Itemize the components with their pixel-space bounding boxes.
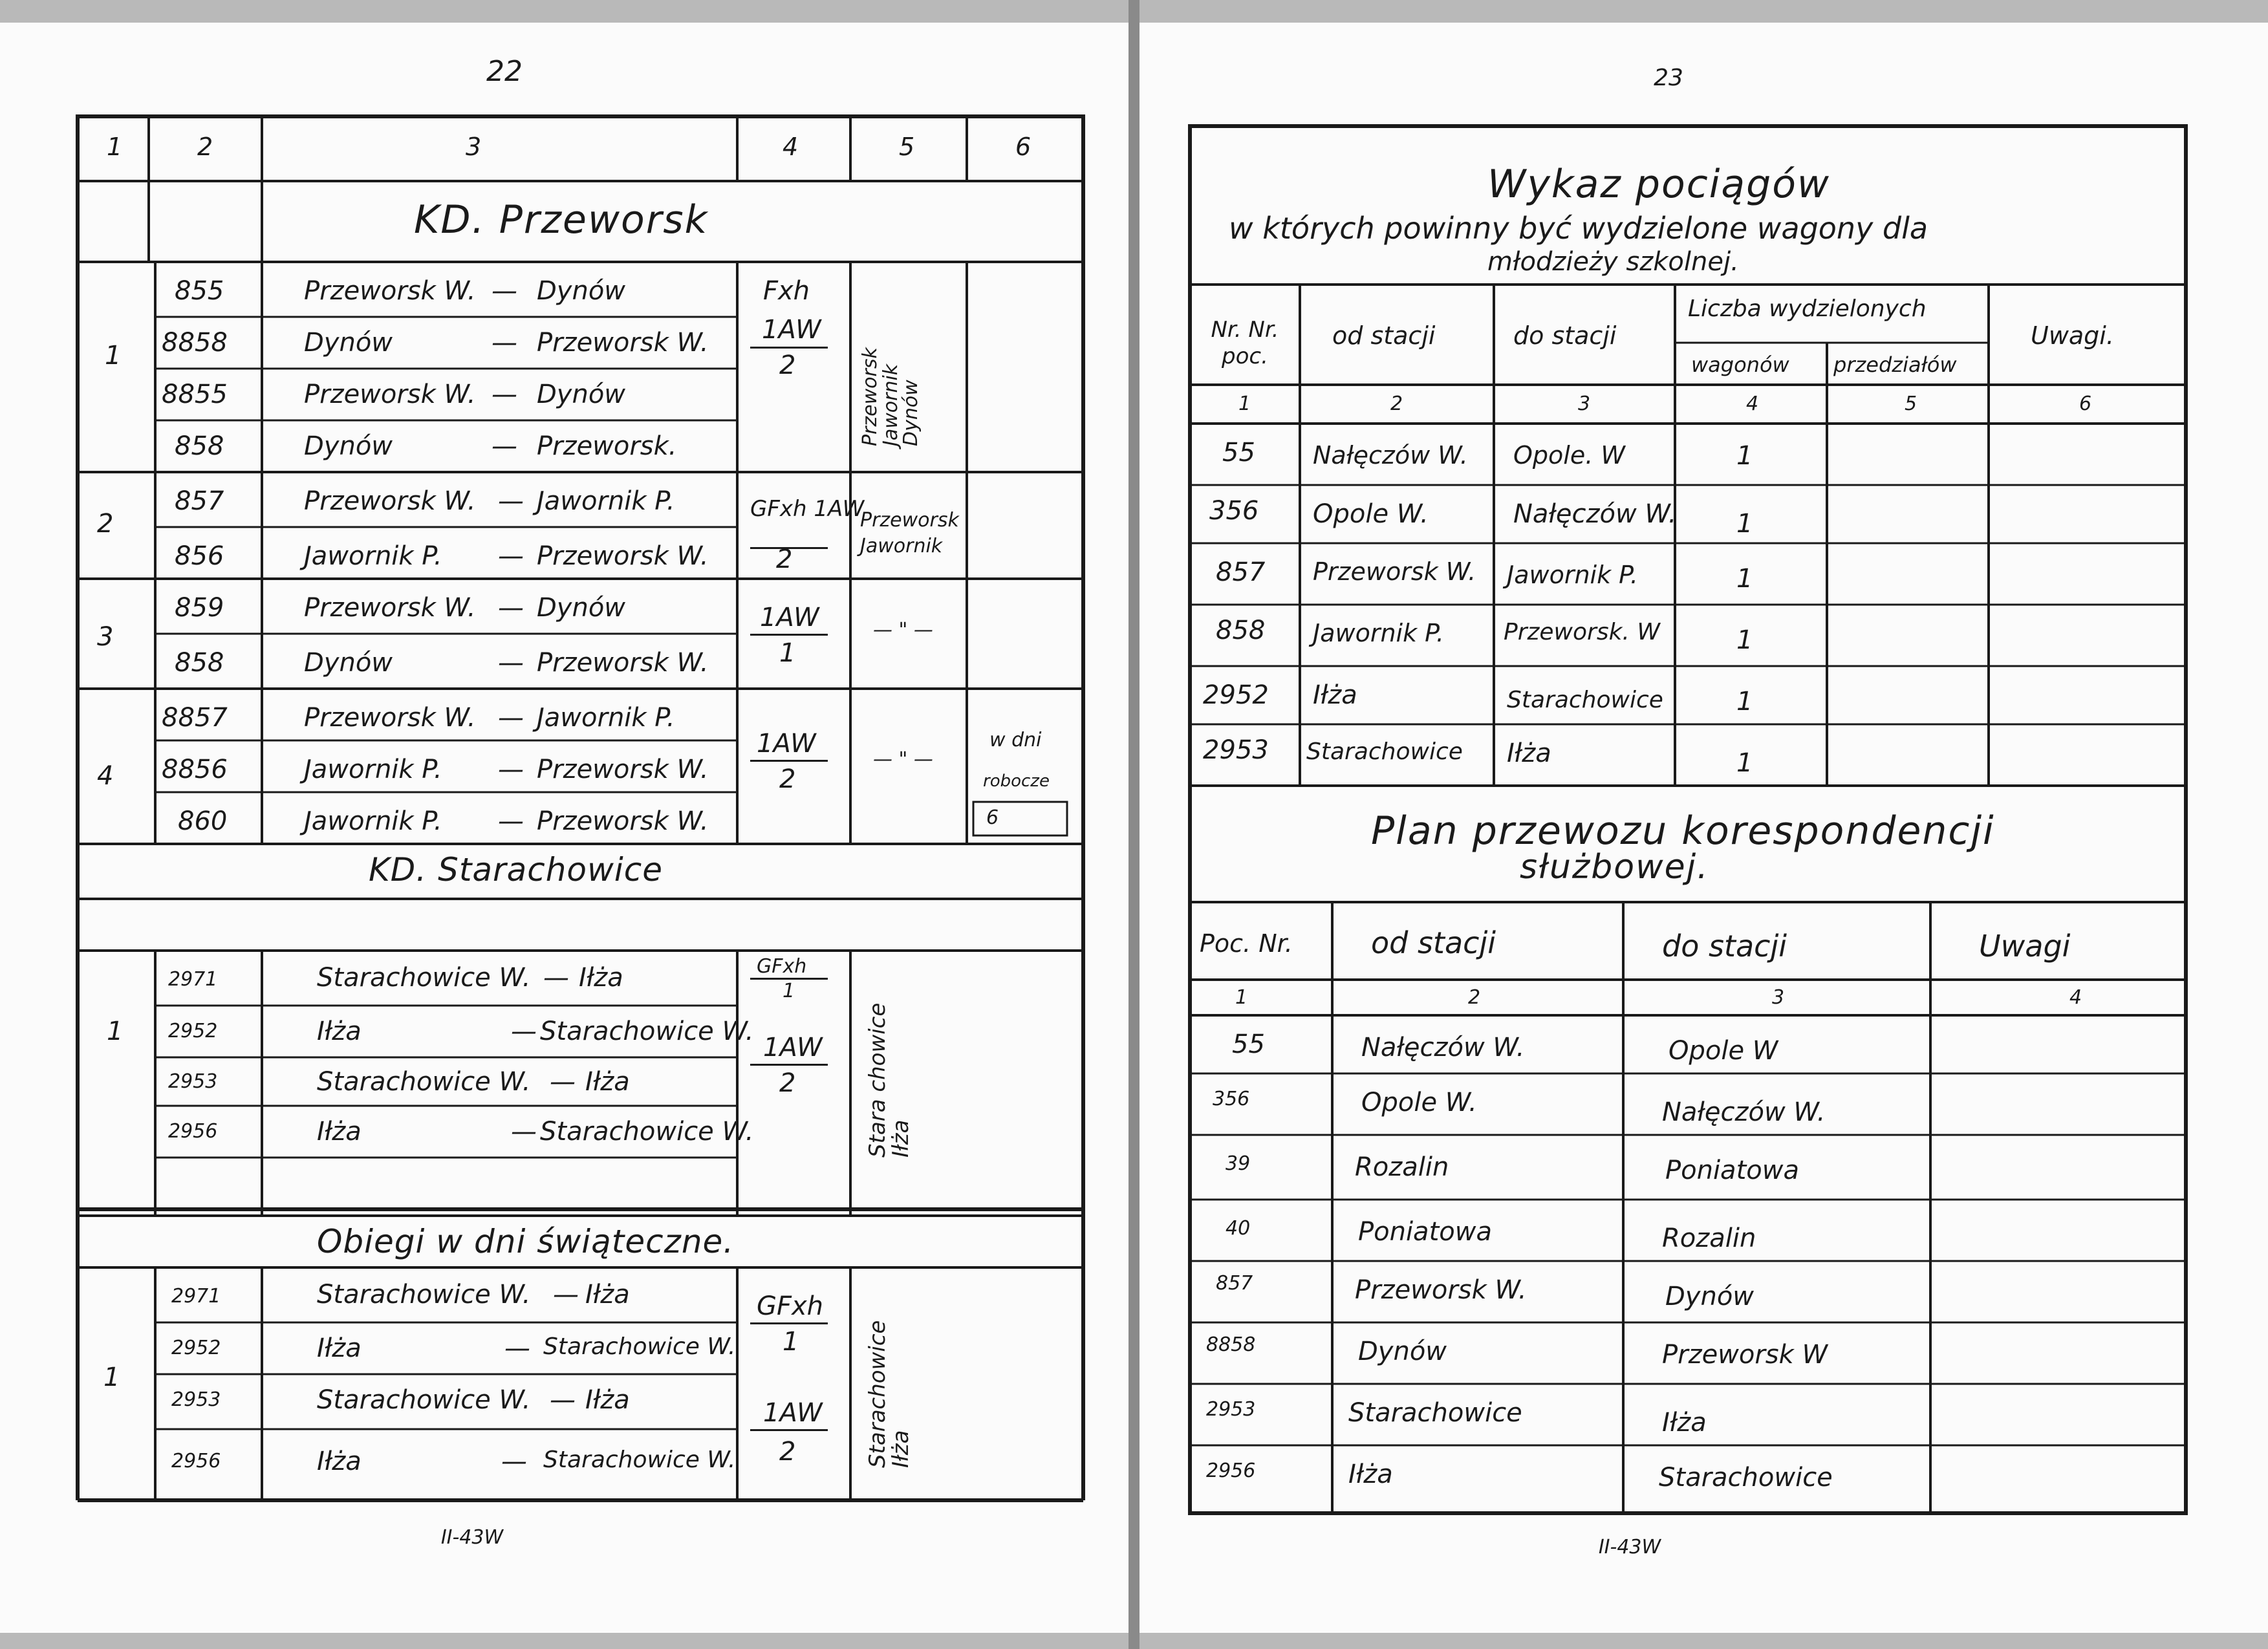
remark-box: 6 [986,806,999,829]
header-remarks: Uwagi. [2031,321,2114,350]
route-to: Przeworsk W. [537,806,709,836]
col-num-1: 1 [107,133,123,161]
fraction-den: 2 [779,764,796,794]
train-number: 857 [1216,557,1266,587]
header-remarks: Uwagi [1979,929,2071,964]
station-from: Starachowice [1348,1398,1522,1428]
header-train-nr: Nr. Nr. poc. [1211,317,1279,369]
train-number: 2952 [168,1020,218,1042]
route-sep: — [501,1447,527,1476]
section-title-przeworsk: KD. Przeworsk [414,197,709,242]
route-to: Starachowice W. [543,1447,736,1473]
train-number: 2953 [171,1388,221,1411]
station-from: Opole W. [1313,499,1429,529]
group-no: 1 [103,1363,120,1392]
station-to: Opole W [1669,1036,1778,1066]
station-to: Jawornik P. [1507,561,1638,589]
fraction-num: 1AW [762,315,821,345]
route-to: Jawornik P. [537,486,675,516]
station-to: Iłża [1662,1408,1707,1438]
route-sep: — [491,276,517,306]
col-num: 6 [2079,393,2092,415]
col-num-6: 6 [1015,133,1031,161]
route-to: Przeworsk. [537,431,677,461]
table2-subtitle: służbowej. [1520,848,1709,887]
header-train-nr: Poc. Nr. [1200,929,1293,958]
station-from: Jawornik P. [1313,619,1444,647]
vertical-stations: Przeworsk Jawornik Dynów [859,347,922,446]
fraction-num: 1AW [763,1033,823,1062]
route-from: Przeworsk W. [304,380,476,409]
train-number: 8857 [162,703,228,733]
fraction-num: GFxh [757,955,807,978]
fraction-den: 2 [779,350,796,380]
wagon-count: 1 [1736,441,1753,471]
route-to: Iłża [585,1067,630,1097]
group-no: 1 [105,341,122,371]
group-no: 2 [97,509,114,539]
route-sep: — [550,1385,576,1415]
station-from: Przeworsk W. [1313,557,1476,586]
col-num: 3 [1772,986,1785,1009]
ditto-mark: — " — [873,619,933,641]
route-sep: — [498,755,524,784]
col-num-3: 3 [466,133,482,161]
fraction-num: 1AW [757,729,816,759]
footer-code-left: II-43W [440,1526,504,1549]
train-number: 8858 [162,328,228,358]
train-number: 858 [1216,616,1266,645]
train-number: 2956 [168,1120,218,1143]
vertical-stations: Stara chowice Iłża [865,1002,914,1158]
station-from: Nałęczów W. [1313,441,1468,469]
station-label: Jawornik [860,535,943,557]
station-from: Dynów [1358,1337,1447,1366]
col-num-4: 4 [783,133,799,161]
route-from: Jawornik P. [304,806,442,836]
train-number: 2952 [1203,680,1269,710]
train-number: 2956 [171,1450,221,1472]
route-from: Starachowice W. [317,963,531,993]
station-from: Nałęczów W. [1361,1033,1525,1062]
route-to: Starachowice W. [540,1117,754,1147]
route-sep: — [511,1117,537,1147]
train-number: 2971 [171,1285,221,1308]
route-to: Przeworsk W. [537,541,709,571]
station-to: Starachowice [1507,687,1663,713]
route-sep: — [511,1017,537,1046]
col-num-5: 5 [899,133,915,161]
station-from: Rozalin [1355,1152,1449,1182]
train-number: 8855 [162,380,228,409]
col-num: 2 [1390,393,1403,415]
train-number: 860 [178,806,228,836]
route-sep: — [498,541,524,571]
page-number-right: 23 [1654,65,1683,91]
route-to: Dynów [537,380,626,409]
section-title-starachowice: KD. Starachowice [369,851,664,889]
route-sep: — [491,380,517,409]
station-from: Przeworsk W. [1355,1275,1527,1305]
train-number: 39 [1226,1152,1251,1175]
train-number: 2971 [168,968,218,991]
group-no: 3 [97,622,114,652]
station-from: Iłża [1348,1460,1393,1489]
station-to: Starachowice [1659,1463,1833,1493]
train-number: 856 [175,541,224,571]
vertical-stations: Starachowice Iłża [865,1320,914,1468]
table1-subtitle: w których powinny być wydzielone wagony dla [1229,211,1928,246]
station-to: Przeworsk W [1662,1340,1828,1370]
fraction-den: 2 [779,1068,796,1098]
route-to: Przeworsk W. [537,328,709,358]
station-from: Poniatowa [1358,1217,1492,1247]
remark-line: robocze [983,771,1050,791]
route-sep: — [498,593,524,623]
route-sep: — [504,1333,530,1363]
footer-code-right: II-43W [1598,1536,1661,1558]
station-to: Nałęczów W. [1662,1097,1826,1127]
station-from: Opole W. [1361,1088,1477,1117]
route-from: Starachowice W. [317,1067,531,1097]
route-to: Starachowice W. [540,1017,754,1046]
train-number: 857 [175,486,224,516]
remark-line: w dni [989,729,1042,751]
train-number: 857 [1216,1272,1253,1295]
train-number: 858 [175,648,224,678]
train-number: 855 [175,276,224,306]
train-number: 356 [1209,496,1259,526]
fraction-num: GFxh [757,1291,824,1321]
header-to: do stacji [1662,929,1787,964]
train-number: 55 [1232,1029,1265,1059]
route-sep: — [491,431,517,461]
route-from: Dynów [304,648,393,678]
col-num-2: 2 [197,133,213,161]
train-number: 859 [175,593,224,623]
train-number: 2952 [171,1337,221,1359]
fraction-num: GFxh 1AW [750,496,865,522]
route-to: Iłża [585,1280,630,1310]
route-sep: — [498,806,524,836]
station-to: Iłża [1507,738,1551,768]
col-num: 4 [1746,393,1759,415]
col-num: 1 [1238,393,1251,415]
route-from: Przeworsk W. [304,486,476,516]
wagon-count: 1 [1736,687,1753,717]
route-to: Iłża [579,963,623,993]
route-from: Starachowice W. [317,1280,531,1310]
station-to: Rozalin [1662,1223,1756,1253]
route-from: Starachowice W. [317,1385,531,1415]
section-title-obiegi: Obiegi w dni świąteczne. [317,1223,735,1260]
station-label: Przeworsk [860,509,959,532]
table1-title: Wykaz pociągów [1487,162,1831,207]
header-count: Liczba wydzielonych [1688,296,1927,322]
route-from: Jawornik P. [304,755,442,784]
route-to: Dynów [537,276,626,306]
train-number: 858 [175,431,224,461]
train-number: 2953 [168,1070,218,1093]
route-to: Jawornik P. [537,703,675,733]
route-sep: — [553,1280,579,1310]
route-sep: — [491,328,517,358]
route-from: Iłża [317,1447,362,1476]
fraction-num: 1AW [763,1398,823,1428]
route-from: Iłża [317,1333,362,1363]
header-to: do stacji [1513,321,1617,350]
route-to: Przeworsk W. [537,755,709,784]
group-no: 4 [97,761,114,791]
col-num: 3 [1578,393,1591,415]
station-to: Poniatowa [1665,1156,1799,1185]
col-num: 1 [1235,986,1248,1009]
route-sep: — [498,648,524,678]
col-num: 5 [1905,393,1917,415]
fraction-den: 2 [779,1437,796,1467]
route-from: Przeworsk W. [304,703,476,733]
station-to: Nałęczów W. [1513,499,1677,529]
route-from: Dynów [304,328,393,358]
route-sep: — [543,963,569,993]
station-from: Iłża [1313,680,1357,710]
header-wagons: wagonów [1691,352,1789,377]
header-from: od stacji [1371,925,1496,960]
route-to: Dynów [537,593,626,623]
wagon-count: 1 [1736,509,1753,539]
fraction-den: 1 [783,1327,799,1357]
train-number: 2953 [1203,735,1269,765]
train-number: 2956 [1206,1460,1256,1482]
route-from: Iłża [317,1117,362,1147]
table2-title: Plan przewozu korespondencji [1371,808,1995,854]
header-from: od stacji [1332,321,1436,350]
route-sep: — [498,703,524,733]
train-number: 8856 [162,755,228,784]
train-number: 2953 [1206,1398,1256,1421]
route-from: Iłża [317,1017,362,1046]
route-to: Iłża [585,1385,630,1415]
route-sep: — [498,486,524,516]
table1-subtitle-2: młodzieży szkolnej. [1487,247,1739,277]
train-number: 8858 [1206,1333,1256,1356]
fraction-den: 1 [783,980,795,1002]
train-number: 55 [1222,438,1255,468]
col-num: 2 [1468,986,1481,1009]
fraction-den: 2 [776,544,793,574]
wagon-count: 1 [1736,748,1753,778]
fraction-num: 1AW [760,603,819,632]
station-to: Przeworsk. W [1504,619,1660,645]
page-number-left: 22 [486,55,523,88]
station-to: Opole. W [1513,441,1625,469]
ditto-mark: — " — [873,748,933,771]
route-sep: — [550,1067,576,1097]
train-type: Fxh [763,276,810,306]
wagon-count: 1 [1736,625,1753,655]
station-to: Dynów [1665,1282,1755,1311]
route-from: Przeworsk W. [304,593,476,623]
route-from: Jawornik P. [304,541,442,571]
header-compartments: przedziałów [1833,352,1957,377]
train-number: 40 [1226,1217,1251,1240]
route-from: Dynów [304,431,393,461]
col-num: 4 [2069,986,2082,1009]
route-from: Przeworsk W. [304,276,476,306]
wagon-count: 1 [1736,564,1753,594]
route-to: Przeworsk W. [537,648,709,678]
group-no: 1 [107,1017,124,1046]
fraction-den: 1 [779,638,796,668]
route-to: Starachowice W. [543,1333,736,1360]
station-from: Starachowice [1306,738,1463,765]
train-number: 356 [1213,1088,1250,1110]
